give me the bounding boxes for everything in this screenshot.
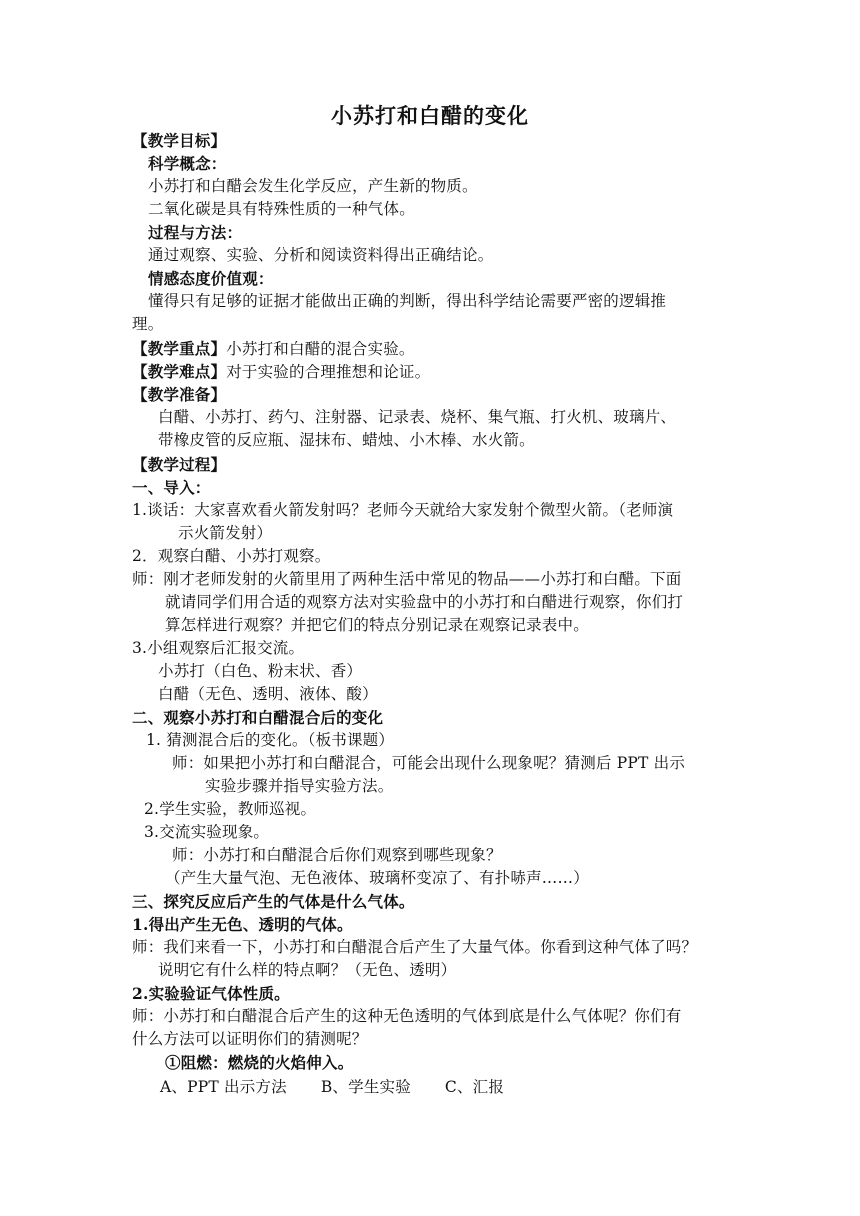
s3-line-4: 什么方法可以证明你们的猜测呢？ <box>132 1030 368 1048</box>
s3-options <box>160 1076 504 1099</box>
s2-line-6: 师：小苏打和白醋混合后你们观察到哪些现象？ <box>172 846 502 864</box>
difficulty <box>132 360 430 384</box>
process-label: 过程与方法： <box>148 223 243 242</box>
process-heading: 【教学过程】 <box>132 455 227 474</box>
key-point-label: 【教学重点】 <box>132 339 227 358</box>
s1-line-4: 师：刚才老师发射的火箭里用了两种生活中常见的物品——小苏打和白醋。下面 <box>132 570 682 588</box>
s3-line-2: 说明它有什么样的特点啊？（无色、透明） <box>158 961 457 979</box>
s3-line-3: 师：小苏打和白醋混合后产生的这种无色透明的气体到底是什么气体呢？你们有 <box>132 1007 682 1025</box>
section-2-heading: 二、观察小苏打和白醋混合后的变化 <box>132 708 384 727</box>
s1-line-1: 1.谈话：大家喜欢看火箭发射吗？老师今天就给大家发射个微型火箭。（老师演 <box>132 501 674 519</box>
s1-line-9: 白醋（无色、透明、液体、酸） <box>158 685 378 703</box>
s1-line-6: 算怎样进行观察？并把它们的特点分别记录在观察记录表中。 <box>165 616 589 634</box>
s2-line-2: 师：如果把小苏打和白醋混合，可能会出现什么现象呢？猜测后 PPT 出示 <box>172 754 686 772</box>
s1-line-3: 2．观察白醋、小苏打观察。 <box>132 547 331 565</box>
s2-line-7: （产生大量气泡、无色液体、玻璃杯变凉了、有扑哧声……） <box>165 869 589 887</box>
s3-sub-1: 1.得出产生无色、透明的气体。 <box>132 915 353 934</box>
s2-line-4: 2.学生实验，教师巡视。 <box>144 800 317 818</box>
s2-line-5: 3.交流实验现象。 <box>144 823 270 841</box>
process-line-1: 通过观察、实验、分析和阅读资料得出正确结论。 <box>148 246 494 264</box>
section-3-heading: 三、探究反应后产生的气体是什么气体。 <box>132 892 415 911</box>
option-c: C、汇报 <box>444 1078 505 1096</box>
s1-line-7: 3.小组观察后汇报交流。 <box>132 639 305 657</box>
key-point-text: 小苏打和白醋的混合实验。 <box>226 340 415 358</box>
objectives-heading: 【教学目标】 <box>132 131 227 150</box>
difficulty-label: 【教学难点】 <box>132 362 227 381</box>
concept-line-1: 小苏打和白醋会发生化学反应，产生新的物质。 <box>148 177 478 195</box>
s1-line-2: 示火箭发射） <box>178 524 273 542</box>
emotion-line-1: 懂得只有足够的证据才能做出正确的判断，得出科学结论需要严密的逻辑推 <box>148 292 667 310</box>
s2-line-3: 实验步骤并指导实验方法。 <box>205 777 394 795</box>
concept-label: 科学概念： <box>148 154 227 173</box>
preparation-line-2: 带橡皮管的反应瓶、湿抹布、蜡烛、小木棒、水火箭。 <box>158 431 535 449</box>
preparation-line-1: 白醋、小苏打、药勺、注射器、记录表、烧杯、集气瓶、打火机、玻璃片、 <box>158 408 677 426</box>
s1-line-8: 小苏打（白色、粉末状、香） <box>158 662 363 680</box>
s1-line-5: 就请同学们用合适的观察方法对实验盘中的小苏打和白醋进行观察，你们打 <box>165 593 684 611</box>
s3-sub-2: 2.实验验证气体性质。 <box>132 984 290 1003</box>
s3-sub-3: ①阻燃：燃烧的火焰伸入。 <box>165 1053 354 1072</box>
s2-line-1: 1. 猜测混合后的变化。（板书课题） <box>146 731 395 749</box>
section-1-heading: 一、导入： <box>132 478 211 497</box>
option-b: B、学生实验 <box>320 1078 411 1096</box>
difficulty-text: 对于实验的合理推想和论证。 <box>226 363 431 381</box>
preparation-heading: 【教学准备】 <box>132 385 227 404</box>
emotion-label: 情感态度价值观： <box>148 269 274 288</box>
option-a: A、PPT 出示方法 <box>160 1078 287 1096</box>
emotion-line-2: 理。 <box>132 315 164 333</box>
s3-line-1: 师：我们来看一下，小苏打和白醋混合后产生了大量气体。你看到这种气体了吗？ <box>132 938 698 956</box>
key-point <box>132 337 415 361</box>
document-title: 小苏打和白醋的变化 <box>331 103 529 128</box>
concept-line-2: 二氧化碳是具有特殊性质的一种气体。 <box>148 200 415 218</box>
